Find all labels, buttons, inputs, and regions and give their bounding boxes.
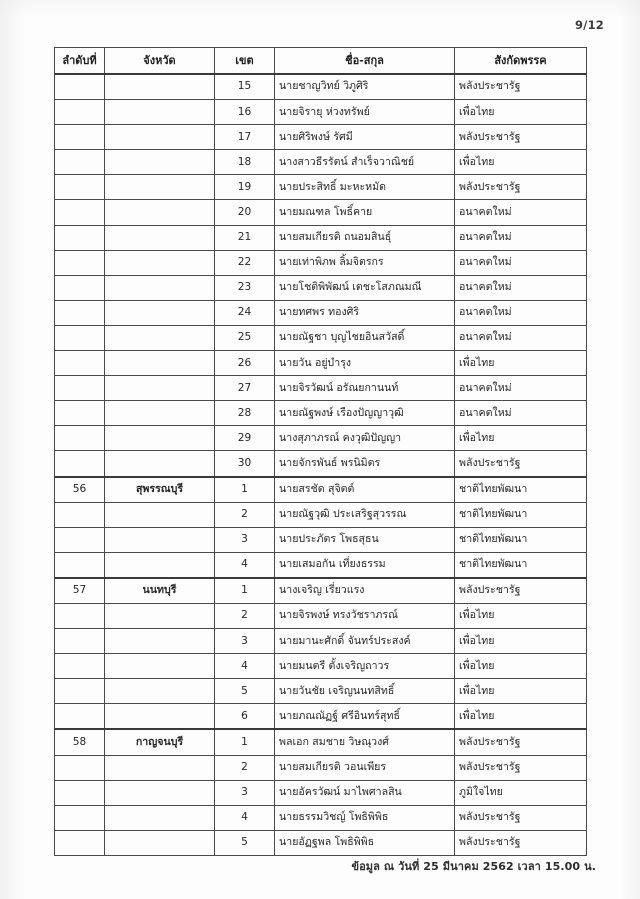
cell-province	[105, 426, 215, 451]
cell-province	[105, 100, 215, 125]
cell-name: นายสมเกียรติ วอนเพียร	[275, 755, 455, 780]
cell-zone: 4	[215, 805, 275, 830]
cell-province	[105, 603, 215, 628]
cell-name: นายมนตรี ตั้งเจริญถาวร	[275, 654, 455, 679]
table-row	[55, 629, 587, 654]
cell-zone: 17	[215, 125, 275, 150]
column-header-zone: เขต	[215, 48, 275, 75]
cell-party: พลังประชารัฐ	[455, 451, 587, 477]
cell-province: นนทบุรี	[105, 578, 215, 604]
cell-province	[105, 325, 215, 350]
cell-order	[55, 200, 105, 225]
cell-zone: 18	[215, 150, 275, 175]
table-row	[55, 603, 587, 628]
roster-table-container	[54, 47, 586, 856]
table-row	[55, 654, 587, 679]
cell-order	[55, 351, 105, 376]
table-row	[55, 376, 587, 401]
cell-province	[105, 780, 215, 805]
cell-zone: 5	[215, 830, 275, 855]
cell-zone: 2	[215, 502, 275, 527]
cell-order	[55, 401, 105, 426]
cell-name: นายสรชัด สุจิตต์	[275, 477, 455, 503]
cell-zone: 30	[215, 451, 275, 477]
cell-name: นายอัฏฐพล โพธิพิพิธ	[275, 830, 455, 855]
cell-party: อนาคตใหม่	[455, 376, 587, 401]
cell-party: เพื่อไทย	[455, 351, 587, 376]
cell-name: นายวัน อยู่บำรุง	[275, 351, 455, 376]
cell-zone: 28	[215, 401, 275, 426]
cell-order	[55, 376, 105, 401]
cell-order	[55, 755, 105, 780]
cell-order	[55, 805, 105, 830]
cell-zone: 22	[215, 250, 275, 275]
cell-name: นายประภัตร โพธสุธน	[275, 527, 455, 552]
cell-zone: 19	[215, 175, 275, 200]
cell-zone: 3	[215, 780, 275, 805]
cell-order	[55, 502, 105, 527]
column-header-party: สังกัดพรรค	[455, 48, 587, 75]
cell-name: นายณัฐพงษ์ เรืองปัญญาวุฒิ	[275, 401, 455, 426]
cell-party: เพื่อไทย	[455, 100, 587, 125]
table-row	[55, 100, 587, 125]
cell-party: พลังประชารัฐ	[455, 175, 587, 200]
cell-zone: 3	[215, 629, 275, 654]
cell-name: นายณัฐชา บุญไชยอินสวัสดิ์	[275, 325, 455, 350]
table-body	[55, 74, 587, 855]
cell-name: นายอัครวัฒน์ มาไพศาลสิน	[275, 780, 455, 805]
cell-order	[55, 552, 105, 578]
cell-zone: 25	[215, 325, 275, 350]
cell-order	[55, 74, 105, 100]
cell-party: พลังประชารัฐ	[455, 578, 587, 604]
cell-party: พลังประชารัฐ	[455, 729, 587, 755]
cell-order	[55, 451, 105, 477]
cell-name: นายณัฐวุฒิ ประเสริฐสุวรรณ	[275, 502, 455, 527]
cell-zone: 1	[215, 578, 275, 604]
cell-order	[55, 325, 105, 350]
cell-zone: 21	[215, 225, 275, 250]
cell-zone: 29	[215, 426, 275, 451]
cell-party: ชาติไทยพัฒนา	[455, 477, 587, 503]
table-row	[55, 502, 587, 527]
table-row	[55, 300, 587, 325]
cell-name: นายภณณัฏฐ์ ศรีอินทร์สุทธิ์	[275, 704, 455, 730]
cell-zone: 5	[215, 679, 275, 704]
cell-party: เพื่อไทย	[455, 654, 587, 679]
cell-party: พลังประชารัฐ	[455, 830, 587, 855]
cell-province	[105, 376, 215, 401]
table-row	[55, 755, 587, 780]
cell-order	[55, 603, 105, 628]
cell-province	[105, 552, 215, 578]
table-row	[55, 325, 587, 350]
cell-province	[105, 175, 215, 200]
table-row	[55, 578, 587, 604]
cell-province: สุพรรณบุรี	[105, 477, 215, 503]
table-row	[55, 275, 587, 300]
table-row	[55, 175, 587, 200]
cell-name: นายเสมอกัน เที่ยงธรรม	[275, 552, 455, 578]
table-row	[55, 830, 587, 855]
cell-order: 58	[55, 729, 105, 755]
cell-party: ชาติไทยพัฒนา	[455, 527, 587, 552]
cell-name: นายมณฑล โพธิ์คาย	[275, 200, 455, 225]
cell-province	[105, 451, 215, 477]
cell-name: นายจิรวัฒน์ อรัณยกานนท์	[275, 376, 455, 401]
cell-province: กาญจนบุรี	[105, 729, 215, 755]
cell-name: นายวันชัย เจริญนนทสิทธิ์	[275, 679, 455, 704]
page-number: 9/12	[574, 18, 604, 32]
cell-name: นายจิรพงษ์ ทรงวัชราภรณ์	[275, 603, 455, 628]
cell-name: นายเท่าพิภพ ลิ้มจิตรกร	[275, 250, 455, 275]
table-row	[55, 477, 587, 503]
cell-order	[55, 830, 105, 855]
cell-party: เพื่อไทย	[455, 150, 587, 175]
cell-name: นางสุภาภรณ์ คงวุฒิปัญญา	[275, 426, 455, 451]
cell-party: ภูมิใจไทย	[455, 780, 587, 805]
cell-zone: 2	[215, 603, 275, 628]
cell-order	[55, 426, 105, 451]
cell-province	[105, 805, 215, 830]
cell-order	[55, 704, 105, 730]
cell-party: เพื่อไทย	[455, 603, 587, 628]
cell-zone: 23	[215, 275, 275, 300]
cell-zone: 4	[215, 552, 275, 578]
cell-party: อนาคตใหม่	[455, 275, 587, 300]
table-row	[55, 200, 587, 225]
cell-party: พลังประชารัฐ	[455, 805, 587, 830]
cell-province	[105, 351, 215, 376]
cell-name: นายจิรายุ ห่วงทรัพย์	[275, 100, 455, 125]
cell-province	[105, 755, 215, 780]
cell-name: นายสมเกียรติ ถนอมสินธุ์	[275, 225, 455, 250]
cell-order	[55, 250, 105, 275]
cell-zone: 26	[215, 351, 275, 376]
cell-order	[55, 275, 105, 300]
cell-party: เพื่อไทย	[455, 629, 587, 654]
cell-zone: 3	[215, 527, 275, 552]
cell-order	[55, 175, 105, 200]
cell-province	[105, 300, 215, 325]
cell-party: ชาติไทยพัฒนา	[455, 502, 587, 527]
table-header	[55, 48, 587, 75]
cell-name: นายชาญวิทย์ วิภูศิริ	[275, 74, 455, 100]
table-row	[55, 552, 587, 578]
cell-name: พลเอก สมชาย วิษณุวงศ์	[275, 729, 455, 755]
cell-party: อนาคตใหม่	[455, 200, 587, 225]
table-row	[55, 679, 587, 704]
cell-province	[105, 654, 215, 679]
cell-party: ชาติไทยพัฒนา	[455, 552, 587, 578]
cell-name: นายประสิทธิ์ มะหะหมัด	[275, 175, 455, 200]
cell-party: เพื่อไทย	[455, 679, 587, 704]
column-header-order: ลำดับที่	[55, 48, 105, 75]
cell-province	[105, 401, 215, 426]
cell-province	[105, 125, 215, 150]
table-row	[55, 125, 587, 150]
cell-zone: 4	[215, 654, 275, 679]
table-row	[55, 451, 587, 477]
cell-party: เพื่อไทย	[455, 704, 587, 730]
cell-province	[105, 225, 215, 250]
cell-name: นายศิริพงษ์ รัศมี	[275, 125, 455, 150]
cell-order	[55, 125, 105, 150]
cell-province	[105, 200, 215, 225]
column-header-province: จังหวัด	[105, 48, 215, 75]
cell-name: นายจักรพันธ์ พรนิมิตร	[275, 451, 455, 477]
cell-province	[105, 527, 215, 552]
cell-party: อนาคตใหม่	[455, 325, 587, 350]
cell-name: นางเจริญ เรี่ยวแรง	[275, 578, 455, 604]
cell-party: เพื่อไทย	[455, 426, 587, 451]
cell-order	[55, 300, 105, 325]
cell-party: อนาคตใหม่	[455, 401, 587, 426]
cell-province	[105, 74, 215, 100]
roster-table	[54, 47, 587, 856]
cell-name: นายทศพร ทองศิริ	[275, 300, 455, 325]
cell-zone: 24	[215, 300, 275, 325]
cell-order	[55, 679, 105, 704]
cell-province	[105, 150, 215, 175]
table-row	[55, 401, 587, 426]
table-row	[55, 74, 587, 100]
cell-name: นายมานะศักดิ์ จันทร์ประสงค์	[275, 629, 455, 654]
data-timestamp-note: ข้อมูล ณ วันที่ 25 มีนาคม 2562 เวลา 15.00 น.	[351, 860, 596, 873]
cell-province	[105, 704, 215, 730]
cell-name: นายโชติพิพัฒน์ เตชะโสภณมณี	[275, 275, 455, 300]
table-row	[55, 805, 587, 830]
cell-province	[105, 830, 215, 855]
cell-order	[55, 527, 105, 552]
cell-name: นางสาวธีรรัตน์ สำเร็จวาณิชย์	[275, 150, 455, 175]
cell-province	[105, 250, 215, 275]
cell-party: พลังประชารัฐ	[455, 755, 587, 780]
table-row	[55, 250, 587, 275]
cell-zone: 27	[215, 376, 275, 401]
cell-party: พลังประชารัฐ	[455, 74, 587, 100]
table-row	[55, 150, 587, 175]
cell-order	[55, 780, 105, 805]
cell-order	[55, 225, 105, 250]
table-row	[55, 780, 587, 805]
cell-province	[105, 679, 215, 704]
cell-order	[55, 629, 105, 654]
cell-zone: 1	[215, 729, 275, 755]
cell-order	[55, 150, 105, 175]
cell-zone: 1	[215, 477, 275, 503]
cell-province	[105, 275, 215, 300]
cell-name: นายธรรมวิชญ์ โพธิพิพิธ	[275, 805, 455, 830]
cell-zone: 20	[215, 200, 275, 225]
table-header-row	[55, 48, 587, 75]
cell-zone: 6	[215, 704, 275, 730]
cell-order: 56	[55, 477, 105, 503]
cell-party: อนาคตใหม่	[455, 250, 587, 275]
cell-party: อนาคตใหม่	[455, 300, 587, 325]
cell-party: อนาคตใหม่	[455, 225, 587, 250]
cell-zone: 15	[215, 74, 275, 100]
cell-order: 57	[55, 578, 105, 604]
cell-province	[105, 502, 215, 527]
cell-party: พลังประชารัฐ	[455, 125, 587, 150]
table-row	[55, 225, 587, 250]
table-row	[55, 527, 587, 552]
cell-order	[55, 654, 105, 679]
cell-zone: 2	[215, 755, 275, 780]
table-row	[55, 729, 587, 755]
table-row	[55, 426, 587, 451]
cell-province	[105, 629, 215, 654]
table-row	[55, 704, 587, 730]
table-row	[55, 351, 587, 376]
cell-order	[55, 100, 105, 125]
column-header-name: ชื่อ-สกุล	[275, 48, 455, 75]
cell-zone: 16	[215, 100, 275, 125]
